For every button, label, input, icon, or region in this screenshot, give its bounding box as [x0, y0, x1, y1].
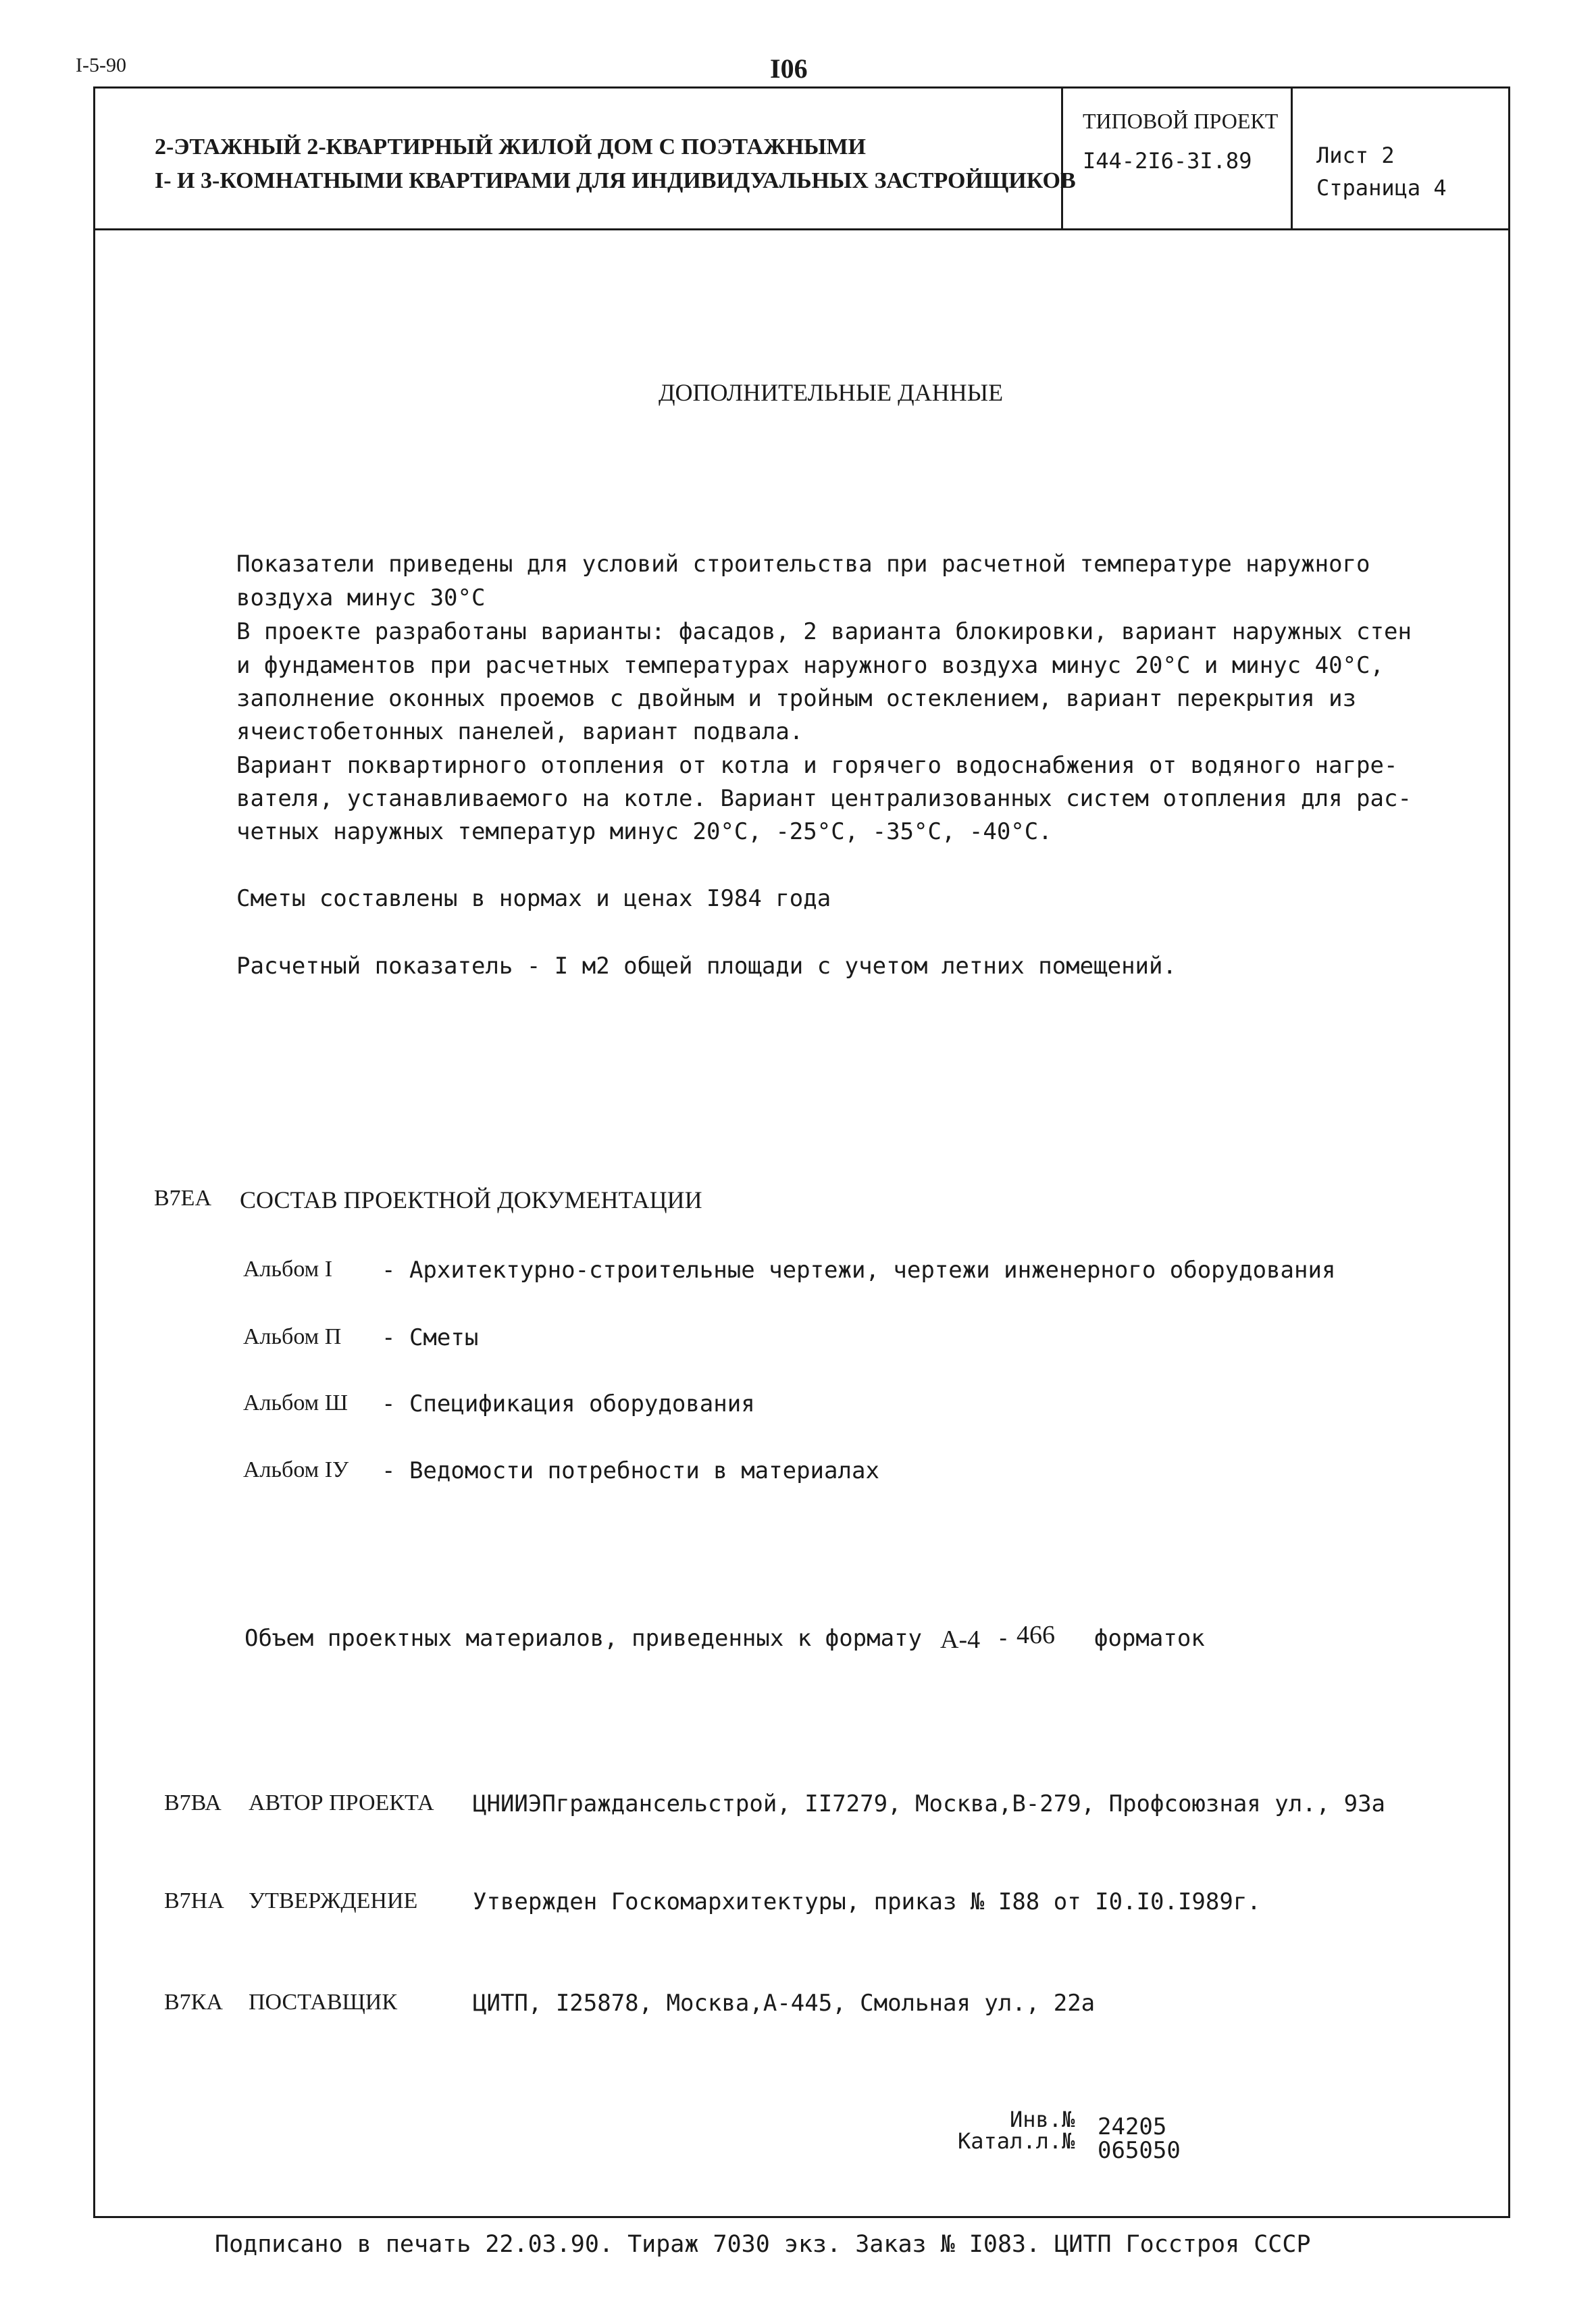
- project-label: ТИПОВОЙ ПРОЕКТ: [1083, 109, 1279, 133]
- paragraph-line: и фундаментов при расчетных температурах наружного воздуха минус 20°С и минус 40°С,: [236, 652, 1384, 679]
- paragraph-line: В проекте разработаны варианты: фасадов, 2 варианта блокировки, вариант наружных стен: [236, 618, 1412, 645]
- paragraph-line: вателя, устанавливаемого на котле. Вариант централизованных систем отопления для рас-: [236, 785, 1412, 812]
- volume-unit: форматок: [1094, 1625, 1205, 1652]
- paragraph-line: ячеистобетонных панелей, вариант подвала.: [236, 718, 804, 745]
- project-number: I44-2I6-3I.89: [1083, 148, 1252, 174]
- indicator-note: Расчетный показатель - I м2 общей площади с учетом летних помещений.: [236, 953, 1177, 980]
- record-label: АВТОР ПРОЕКТА: [249, 1790, 434, 1815]
- paragraph-line: Вариант поквартирного отопления от котла и горячего водоснабжения от водяного нагре-: [236, 752, 1398, 779]
- title-line: 2-ЭТАЖНЫЙ 2-КВАРТИРНЫЙ ЖИЛОЙ ДОМ С ПОЭТАЖНЫМИ: [155, 134, 866, 159]
- inventory-value: 24205: [1098, 2113, 1167, 2140]
- record-label: УТВЕРЖДЕНИЕ: [249, 1888, 418, 1913]
- page-label: Страница 4: [1316, 175, 1447, 201]
- page-number: I06: [770, 53, 808, 84]
- volume-format: А-4: [940, 1626, 981, 1654]
- record-label: ПОСТАВЩИК: [249, 1990, 398, 2015]
- album-desc: - Архитектурно-строительные чертежи, чертежи инженерного оборудования: [382, 1257, 1336, 1284]
- estimates-note: Сметы составлены в нормах и ценах I984 года: [236, 885, 831, 912]
- header-divider-vertical: [1061, 89, 1063, 230]
- composition-title: СОСТАВ ПРОЕКТНОЙ ДОКУМЕНТАЦИИ: [240, 1186, 702, 1213]
- volume-text: Объем проектных материалов, приведенных к формату: [244, 1625, 923, 1652]
- header-divider-vertical: [1291, 89, 1293, 230]
- paragraph-line: заполнение оконных проемов с двойным и тройным остеклением, вариант перекрытия из: [236, 685, 1357, 712]
- catalog-label: Катал.л.№: [958, 2128, 1075, 2154]
- record-code: В7НА: [164, 1888, 224, 1913]
- header-divider: [95, 228, 1508, 230]
- print-footer: Подписано в печать 22.03.90. Тираж 7030 экз. Заказ № I083. ЦИТП Госстроя СССР: [215, 2231, 1311, 2258]
- paragraph-line: воздуха минус 30°С: [236, 584, 486, 611]
- record-value: ЦИТП, I25878, Москва,А-445, Смольная ул., 22а: [473, 1990, 1096, 2017]
- album-desc: - Сметы: [382, 1324, 479, 1351]
- record-code: В7ВА: [164, 1790, 222, 1815]
- album-name: Альбом IУ: [243, 1457, 349, 1482]
- album-desc: - Ведомости потребности в материалах: [382, 1457, 879, 1484]
- doc-code: I-5-90: [76, 54, 126, 76]
- album-name: Альбом П: [243, 1324, 342, 1349]
- sheet-number: Лист 2: [1316, 143, 1395, 168]
- volume-dash: -: [996, 1625, 1010, 1652]
- title-line: I- И 3-КОМНАТНЫМИ КВАРТИРАМИ ДЛЯ ИНДИВИДУАЛЬНЫХ ЗАСТРОЙЩИКОВ: [155, 168, 1076, 193]
- paragraph-line: четных наружных температур минус 20°С, -25°С, -35°С, -40°С.: [236, 818, 1052, 845]
- paragraph-line: Показатели приведены для условий строительства при расчетной температуре наружного: [236, 551, 1370, 578]
- section-heading: ДОПОЛНИТЕЛЬНЫЕ ДАННЫЕ: [659, 379, 1004, 406]
- catalog-value: 065050: [1098, 2137, 1181, 2164]
- record-value: Утвержден Госкомархитектуры, приказ № I88 от I0.I0.I989г.: [473, 1888, 1261, 1915]
- inventory-label: Инв.№: [1010, 2107, 1075, 2132]
- record-value: ЦНИИЭПграждансельстрой, II7279, Москва,В-279, Профсоюзная ул., 93а: [473, 1790, 1386, 1817]
- album-desc: - Спецификация оборудования: [382, 1390, 755, 1417]
- record-code: В7КА: [164, 1990, 223, 2015]
- section-code: В7ЕА: [154, 1186, 211, 1211]
- volume-count: 466: [1016, 1621, 1055, 1649]
- album-name: Альбом I: [243, 1257, 333, 1282]
- album-name: Альбом Ш: [243, 1390, 348, 1415]
